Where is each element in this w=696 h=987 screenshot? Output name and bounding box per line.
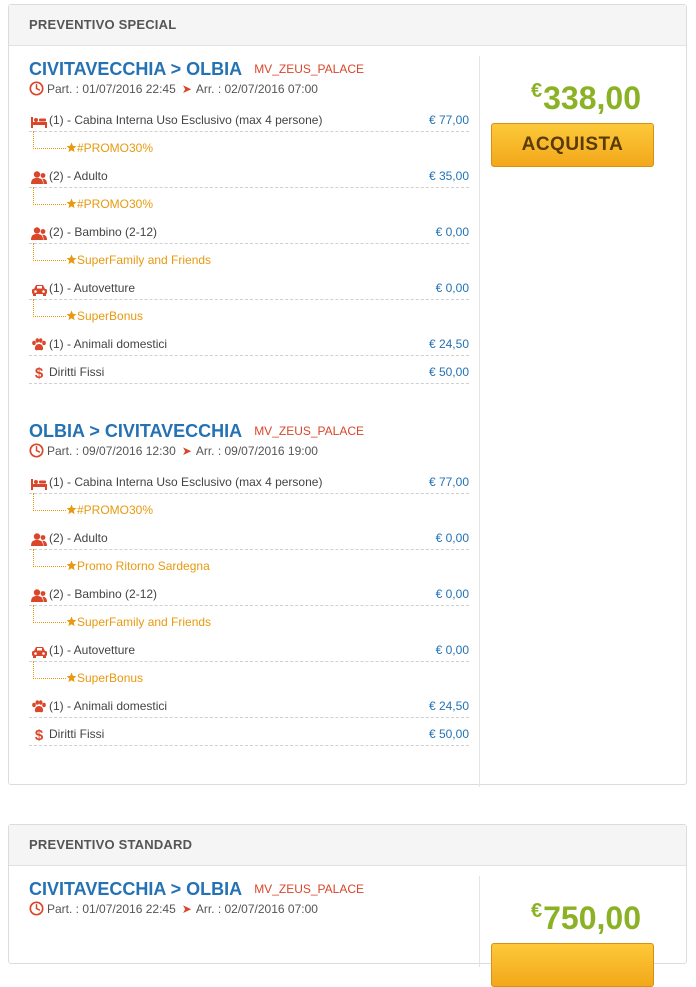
standard-quote-panel [8, 824, 687, 964]
fare-line-amount: € 24,50 [428, 699, 469, 713]
fare-line-label: (1) - Cabina Interna Uso Esclusivo (max 4 persone) [49, 113, 323, 127]
fare-line [29, 527, 469, 550]
fare-line-label: (1) - Animali domestici [49, 699, 168, 713]
column-divider [479, 876, 480, 967]
person-icon [29, 528, 49, 550]
promo-text [66, 137, 153, 159]
promo-line [33, 611, 469, 633]
promo-text [66, 193, 153, 215]
fare-line-label: Diritti Fissi [49, 727, 105, 741]
currency-symbol: € [531, 900, 543, 922]
star-icon [66, 672, 77, 683]
clock-icon [29, 444, 47, 458]
promo-text [66, 667, 143, 689]
star-icon [66, 560, 77, 571]
price-value: 338,00 [543, 80, 641, 116]
clock-icon [29, 81, 44, 96]
promo-connector [33, 493, 66, 511]
promo-connector [33, 661, 66, 679]
clock-icon [29, 901, 44, 916]
promo-line [33, 555, 469, 577]
arrow-icon: ➤ [181, 444, 192, 458]
dollar-icon [29, 724, 49, 746]
schedule [29, 81, 318, 96]
departure-time: Part. : 09/07/2016 12:30 [47, 444, 176, 458]
promo-name: SuperBonus [77, 309, 144, 323]
fare-line [29, 333, 469, 356]
buy-button[interactable] [491, 943, 654, 987]
schedule [29, 443, 318, 458]
fare-line-label: (1) - Cabina Interna Uso Esclusivo (max 4 persone) [49, 475, 323, 489]
promo-name: SuperFamily and Friends [77, 253, 212, 267]
car-icon [29, 640, 49, 662]
departure-time: Part. : 01/07/2016 22:45 [47, 82, 176, 96]
route-header [29, 59, 364, 80]
promo-text [66, 499, 153, 521]
special-price [511, 80, 661, 117]
promo-line [33, 137, 469, 159]
fare-line-label: (2) - Adulto [49, 169, 108, 183]
fare-line [29, 277, 469, 300]
standard-price [511, 900, 661, 937]
promo-name: SuperFamily and Friends [77, 615, 212, 629]
fare-line-amount: € 24,50 [428, 337, 469, 351]
star-icon [66, 504, 77, 515]
paw-icon [29, 334, 49, 356]
promo-line [33, 499, 469, 521]
arrow-icon: ➤ [181, 82, 192, 96]
schedule [29, 901, 318, 916]
promo-text [66, 555, 210, 577]
special-quote-panel [8, 4, 687, 785]
promo-line [33, 249, 469, 271]
fare-line [29, 471, 469, 494]
fare-line [29, 221, 469, 244]
fare-line-amount: € 0,00 [435, 587, 469, 601]
promo-name: #PROMO30% [77, 197, 154, 211]
promo-name: SuperBonus [77, 671, 144, 685]
promo-connector [33, 605, 66, 623]
fare-line-amount: € 0,00 [435, 225, 469, 239]
ship-name: MV_ZEUS_PALACE [254, 62, 365, 76]
fare-line [29, 109, 469, 132]
fare-line-amount: € 50,00 [428, 727, 469, 741]
arrival-time: Arr. : 02/07/2016 07:00 [195, 82, 318, 96]
promo-connector [33, 243, 66, 261]
arrival-time: Arr. : 09/07/2016 19:00 [195, 444, 318, 458]
route-title[interactable]: CIVITAVECCHIA > OLBIA [29, 59, 243, 79]
arrival-time: Arr. : 02/07/2016 07:00 [195, 902, 318, 916]
route-header [29, 879, 364, 900]
fare-line-label: (2) - Bambino (2-12) [49, 587, 158, 601]
ship-name: MV_ZEUS_PALACE [254, 882, 365, 896]
person-icon [29, 584, 49, 606]
fare-line-amount: € 77,00 [428, 475, 469, 489]
star-icon [66, 310, 77, 321]
clock-icon [29, 82, 47, 96]
fare-line [29, 583, 469, 606]
car-icon [29, 278, 49, 300]
fare-line-label: (1) - Autovetture [49, 643, 136, 657]
promo-line [33, 305, 469, 327]
fare-line-amount: € 0,00 [435, 281, 469, 295]
paw-icon [29, 696, 49, 718]
promo-name: Promo Ritorno Sardegna [77, 559, 210, 573]
ship-name: MV_ZEUS_PALACE [254, 424, 365, 438]
fare-line-label: (2) - Bambino (2-12) [49, 225, 158, 239]
buy-button[interactable]: ACQUISTA [491, 123, 654, 167]
clock-icon [29, 443, 44, 458]
arrow-icon: ➤ [181, 902, 192, 916]
special-quote-title: PREVENTIVO SPECIAL [9, 5, 686, 46]
price-value: 750,00 [543, 900, 641, 936]
bed-icon [29, 110, 49, 132]
route-title[interactable]: OLBIA > CIVITAVECCHIA [29, 421, 243, 441]
fare-line-amount: € 77,00 [428, 113, 469, 127]
fare-line-amount: € 35,00 [428, 169, 469, 183]
promo-text [66, 611, 211, 633]
person-icon [29, 222, 49, 244]
svg-text:$: $ [34, 726, 44, 742]
bed-icon [29, 472, 49, 494]
clock-icon [29, 902, 47, 916]
star-icon [66, 616, 77, 627]
fare-line-label: (2) - Adulto [49, 531, 108, 545]
fare-line-label: (1) - Animali domestici [49, 337, 168, 351]
star-icon [66, 142, 77, 153]
fare-line [29, 165, 469, 188]
column-divider [479, 56, 480, 787]
star-icon [66, 198, 77, 209]
person-icon [29, 166, 49, 188]
promo-line [33, 193, 469, 215]
fare-line-amount: € 0,00 [435, 643, 469, 657]
star-icon [66, 254, 77, 265]
promo-text [66, 249, 211, 271]
fare-line-amount: € 50,00 [428, 365, 469, 379]
route-title[interactable]: CIVITAVECCHIA > OLBIA [29, 879, 243, 899]
svg-text:$: $ [34, 364, 44, 380]
fare-line [29, 361, 469, 384]
promo-connector [33, 131, 66, 149]
promo-name: #PROMO30% [77, 503, 154, 517]
promo-line [33, 667, 469, 689]
promo-name: #PROMO30% [77, 141, 154, 155]
fare-line-label: (1) - Autovetture [49, 281, 136, 295]
fare-line [29, 639, 469, 662]
route-header [29, 421, 364, 442]
promo-text [66, 305, 143, 327]
fare-line-amount: € 0,00 [435, 531, 469, 545]
departure-time: Part. : 01/07/2016 22:45 [47, 902, 176, 916]
promo-connector [33, 299, 66, 317]
promo-connector [33, 549, 66, 567]
promo-connector [33, 187, 66, 205]
currency-symbol: € [531, 80, 543, 102]
standard-quote-title: PREVENTIVO STANDARD [9, 825, 686, 866]
dollar-icon [29, 362, 49, 384]
fare-line [29, 723, 469, 746]
fare-line-label: Diritti Fissi [49, 365, 105, 379]
fare-line [29, 695, 469, 718]
